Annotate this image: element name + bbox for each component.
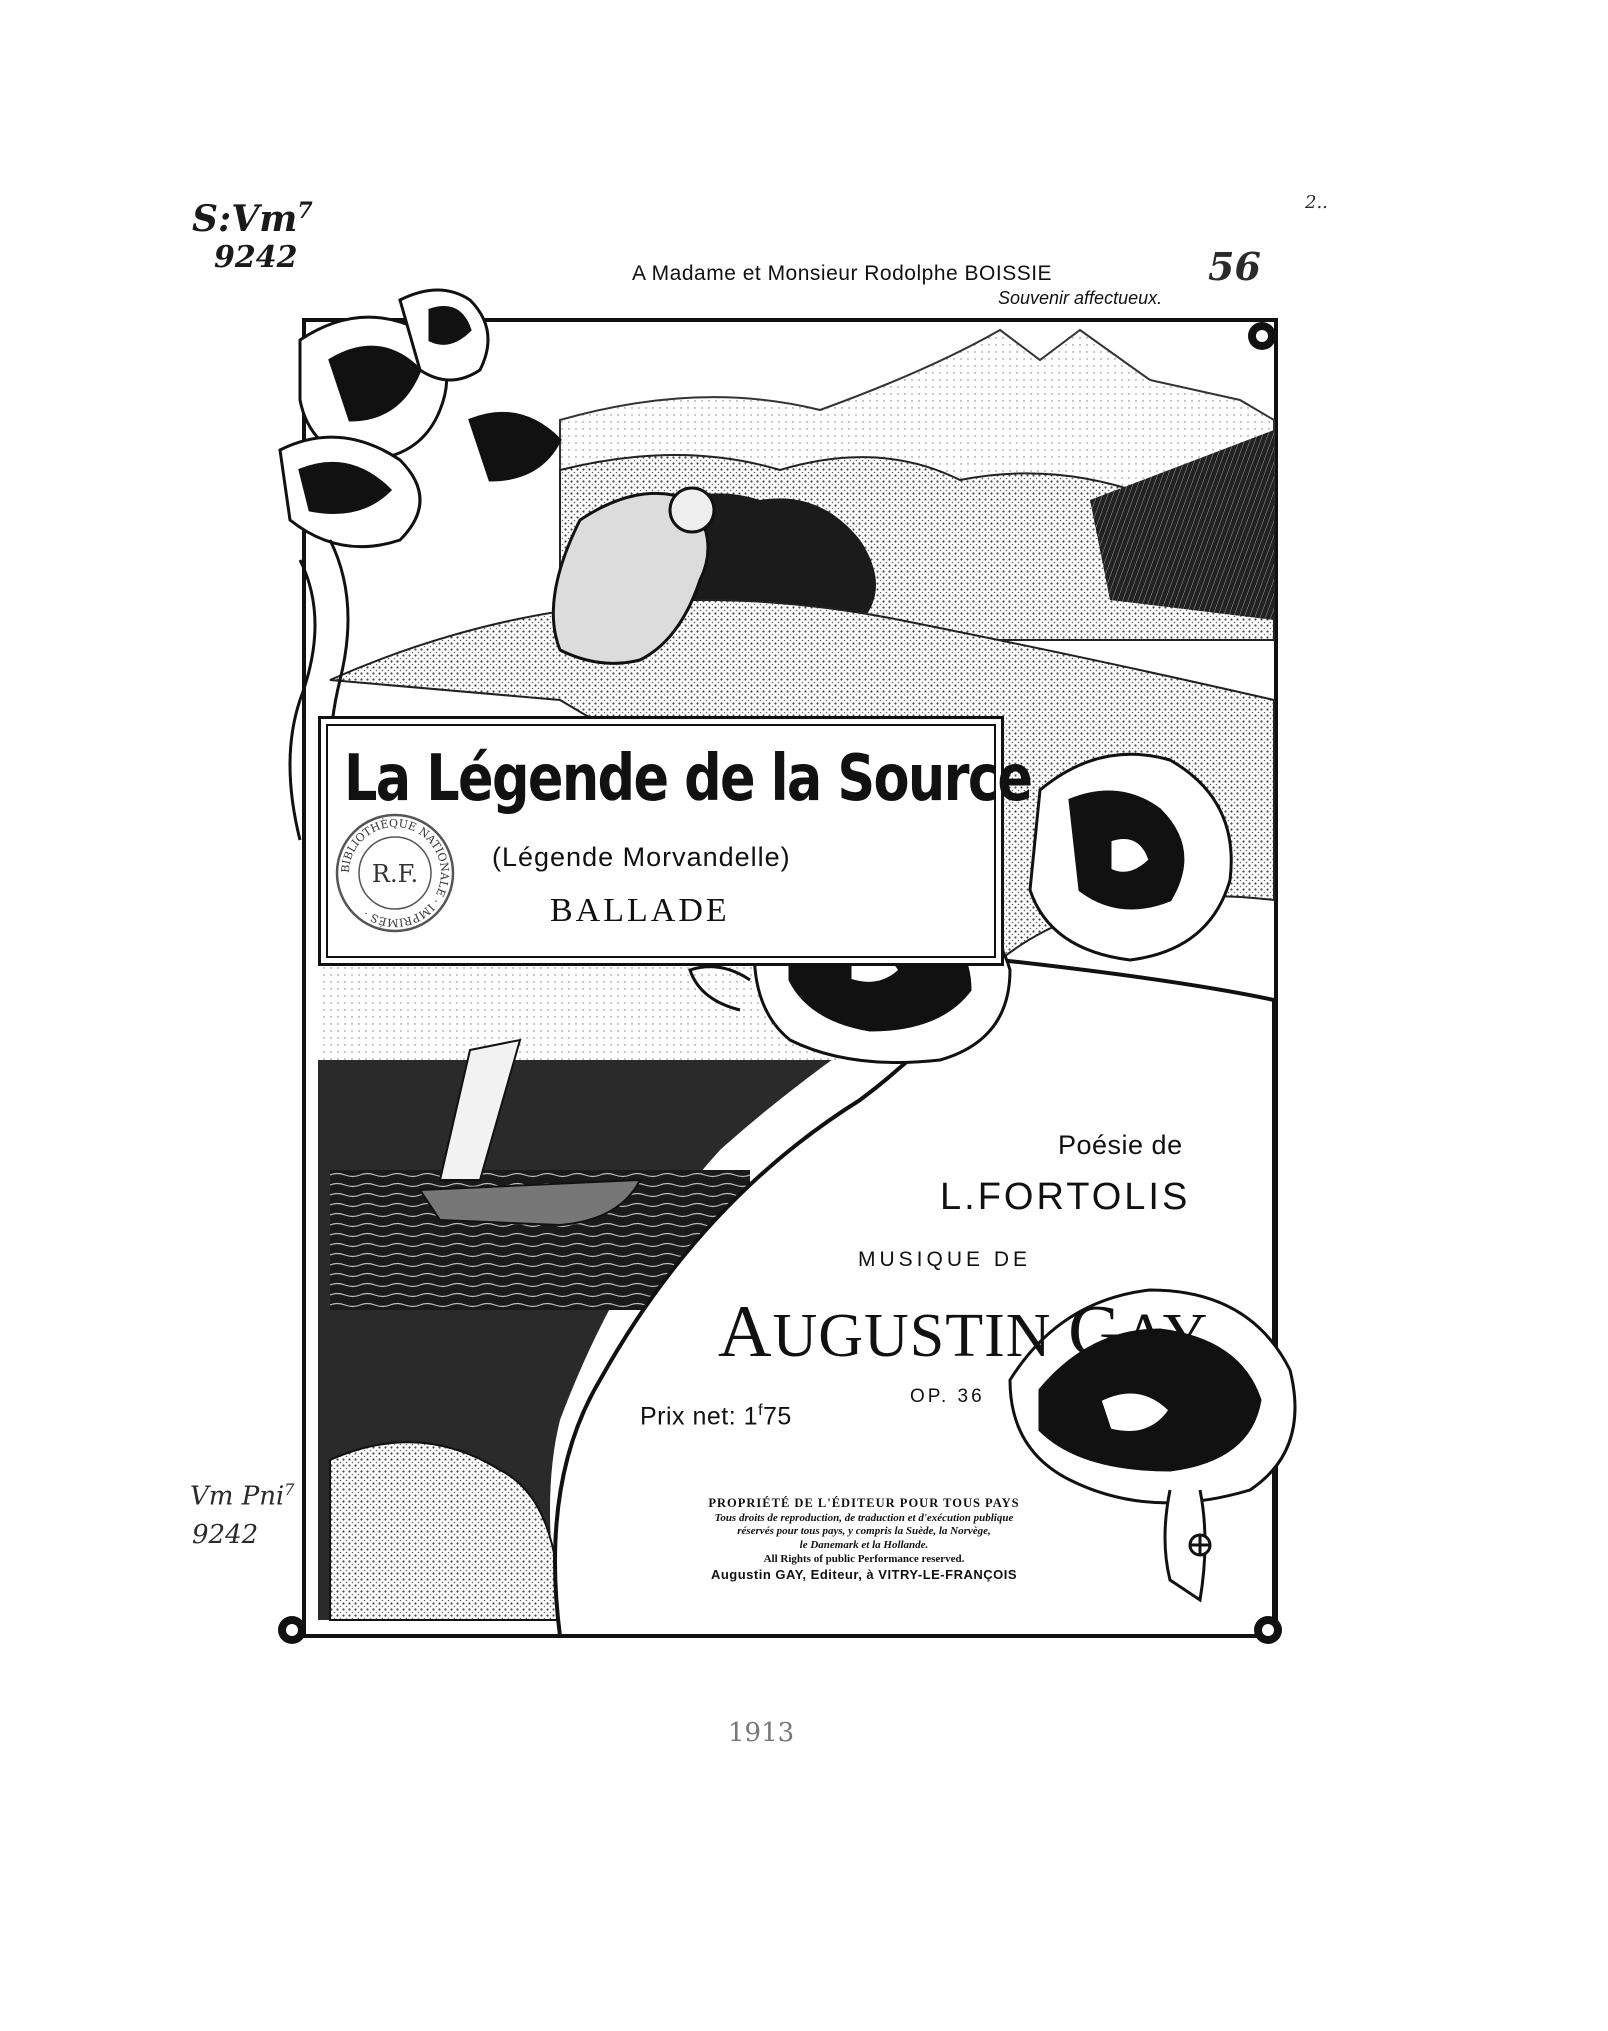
shelfmark-line-1: S:Vm [192, 198, 298, 240]
library-stamp [330, 808, 460, 938]
side-shelfmark-sup: 7 [284, 1480, 295, 1499]
handwritten-number: 56 [1208, 244, 1261, 289]
stamp-center: R.F. [371, 860, 419, 888]
composer-first-initial: A [718, 1291, 773, 1373]
genre-label: BALLADE [550, 892, 730, 929]
woman-head [670, 488, 714, 532]
year: 1913 [728, 1718, 795, 1748]
composer-name [718, 1290, 1208, 1375]
shelfmark-number: 9242 [214, 240, 298, 275]
poetry-label: Poésie de [1058, 1130, 1183, 1160]
stamp-ring-text: BIBLIOTHÈQUE NATIONALE · IMPRIMÉS · [338, 816, 452, 930]
legal-line-4: le Danemark et la Hollande. [799, 1539, 929, 1552]
side-shelfmark-number: 9242 [192, 1520, 259, 1550]
legal-block [634, 1496, 1094, 1583]
dedication: A Madame et Monsieur Rodolphe BOISSIE [632, 262, 1053, 285]
side-shelfmark-line-1: Vm Pni [190, 1481, 285, 1512]
poet-name: L.FORTOLIS [940, 1176, 1191, 1218]
ornament-right-tree [1030, 754, 1231, 960]
price-value: 75 [763, 1402, 792, 1431]
opus-number: OP. 36 [910, 1386, 985, 1407]
shelfmark-sup: 7 [297, 198, 313, 224]
composer-first-rest: UGUSTIN [772, 1302, 1052, 1370]
composer-last-initial: G [1068, 1291, 1123, 1373]
price [640, 1402, 792, 1431]
legal-line-3: réservés pour tous pays, y compris la Suède, la Norvège, [737, 1525, 991, 1538]
main-title: La Légende de la Source [344, 742, 1032, 816]
price-sup: f [758, 1402, 764, 1419]
corner-mark: 2.. [1305, 192, 1328, 213]
legal-line-5: All Rights of public Performance reserved. [763, 1552, 965, 1565]
publisher-line: Augustin GAY, Editeur, à VITRY-LE-FRANÇOIS [710, 1566, 1018, 1582]
music-label: MUSIQUE DE [858, 1248, 1032, 1271]
composer-last-rest: AY [1122, 1302, 1209, 1370]
price-label: Prix net: 1 [640, 1402, 759, 1431]
dedication-sub: Souvenir affectueux. [998, 288, 1163, 308]
subtitle: (Légende Morvandelle) [492, 842, 791, 872]
legal-line-2: Tous droits de reproduction, de traduction et d'exécution publique [714, 1511, 1014, 1524]
legal-line-1: PROPRIÉTÉ DE L'ÉDITEUR POUR TOUS PAYS [708, 1496, 1020, 1510]
